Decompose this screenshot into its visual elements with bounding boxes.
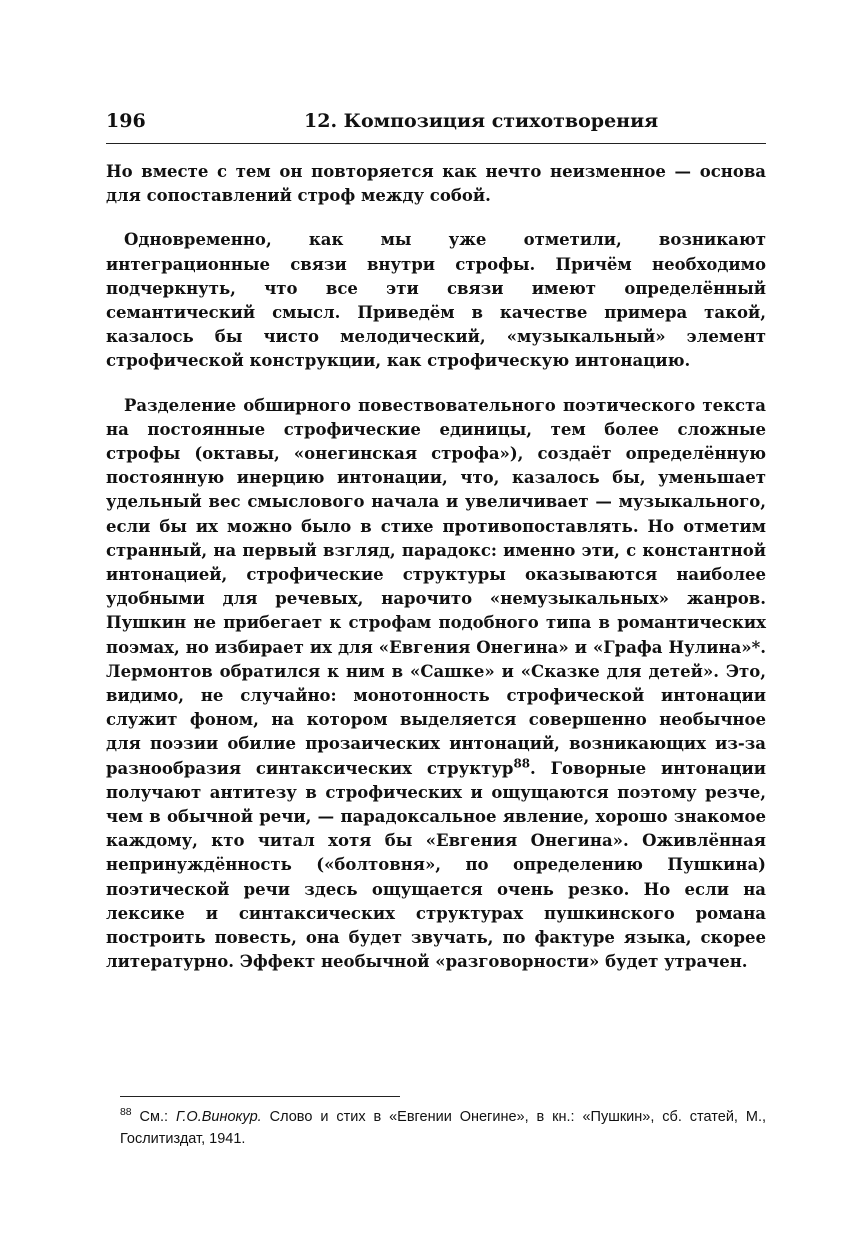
footnote-rule (120, 1096, 400, 1097)
paragraph: Но вместе с тем он повторяется как нечто неизменное — основа для сопоставлений строф между собой. (106, 162, 766, 206)
footnote-ref: 88 (513, 756, 531, 771)
paragraph (106, 394, 766, 975)
paragraph-text: . Говорные интонации получают антитезу в строфических и ощущаются поэтому резче, чем в обычной речи, — парадоксальное явление, хорошо знакомое каждому, кто читал хотя бы «Евгения Онегина». Оживлённая непринуждённость («болтовня», по определению Пушкина) поэтической речи здесь ощущается очень резко. Но если на лексике и синтаксических структурах пушкинского романа построить повесть, она будет звучать, по фактуре языка, скорее литературно. Эффект необычной «разговорности» будет утрачен. (106, 758, 766, 972)
main-text (106, 160, 766, 975)
footnote (120, 1106, 766, 1150)
running-title: 12. Композиция стихотворения (304, 110, 659, 132)
footnote-prefix: См.: (131, 1109, 176, 1125)
paragraph: Одновременно, как мы уже отметили, возникают интеграционные связи внутри строфы. Причём необходимо подчеркнуть, что все эти связи имеют определённый семантический смысл. Приведём в качестве примера такой, казалось бы чисто мелодический, «музыкальный» элемент строфической конструкции, как строфическую интонацию. (106, 230, 766, 371)
running-header (106, 104, 766, 136)
footnote-author: Г.О.Винокур. (175, 1109, 262, 1125)
header-rule (106, 143, 766, 144)
footnote-text: Слово и стих в «Евгении Онегине», в кн.: «Пушкин», сб. статей, М., Гослитиздат, 1941. (120, 1109, 767, 1147)
footnote-marker: 88 (120, 1107, 132, 1119)
paragraph-text: Разделение обширного повествовательного поэтического текста на постоянные строфические единицы, тем более сложные строфы (октавы, «онегинская строфа»), создаёт определённую постоянную инерцию интонации, что, казалось бы, уменьшает удельный вес смыслового начала и увеличивает — музыкального, если бы их можно было в стихе противопоставлять. Но отметим странный, на первый взгляд, парадокс: именно эти, с константной интонацией, строфические структуры оказываются наиболее удобными для речевых, нарочито «немузыкальных» жанров. Пушкин не прибегает к строфам подобного типа в романтических поэмах, но избирает их для «Евгения Онегина» и «Графа Нулина»*. Лермонтов обратился к ним в «Сашке» и «Сказке для детей». Это, видимо, не случайно: монотонность строфической интонации служит фоном, на котором выделяется совершенно необычное для поэзии обилие прозаических интонаций, возникающих из-за разнообразия синтаксических структур (106, 395, 766, 778)
page-number: 196 (106, 110, 146, 132)
